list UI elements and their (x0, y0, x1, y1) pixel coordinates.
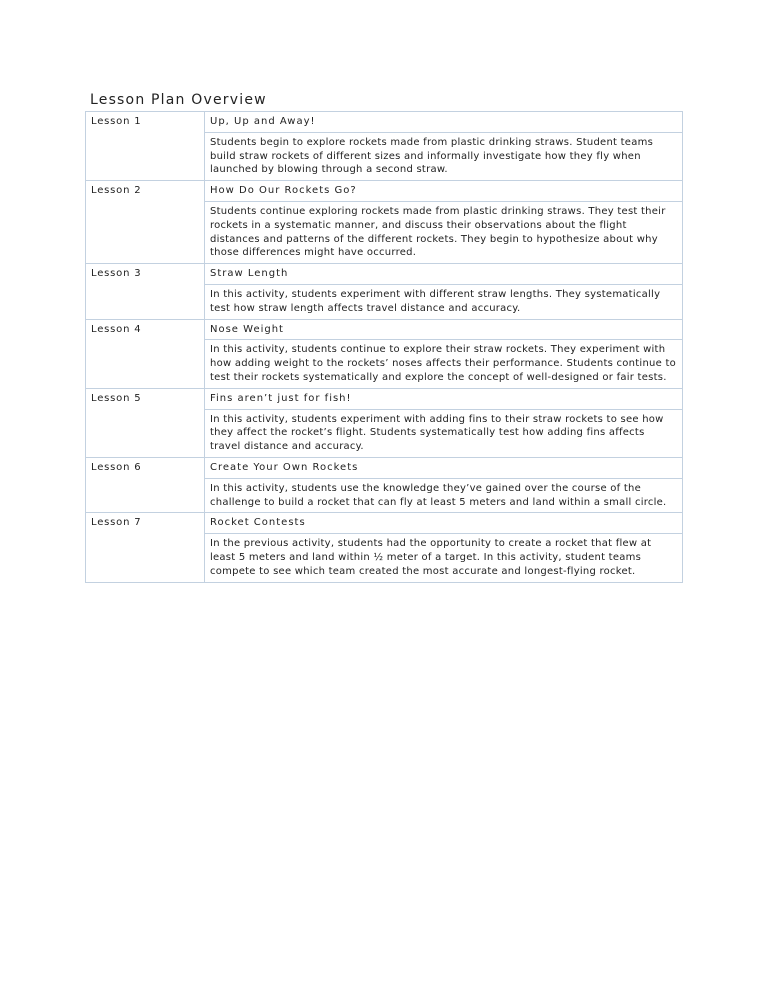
lesson-title-row (86, 388, 683, 409)
lesson-title: Up, Up and Away! (205, 112, 683, 133)
lesson-title: Straw Length (205, 264, 683, 285)
lesson-description: In this activity, students use the knowledge they’ve gained over the course of the challenge to build a rocket that can fly at least 5 meters and land within a small circle. (205, 478, 683, 513)
lesson-title: How Do Our Rockets Go? (205, 181, 683, 202)
lesson-number: Lesson 5 (86, 388, 205, 457)
lesson-description: Students continue exploring rockets made from plastic drinking straws. They test their rockets in a systematic manner, and discuss their observations about the flight distances and patterns of the different rockets. They begin to hypothesize about why those differences might have occurred. (205, 201, 683, 263)
lesson-title-row (86, 112, 683, 133)
lesson-title: Nose Weight (205, 319, 683, 340)
lesson-number: Lesson 6 (86, 457, 205, 512)
lesson-description: Students begin to explore rockets made from plastic drinking straws. Student teams build straw rockets of different sizes and informally investigate how they fly when launched by blowing through a second straw. (205, 132, 683, 180)
lesson-description: In this activity, students continue to explore their straw rockets. They experiment with how adding weight to the rockets’ noses affects their performance. Students continue to test their rockets systematically and explore the concept of well-designed or fair tests. (205, 340, 683, 388)
lesson-title-row (86, 319, 683, 340)
page-title: Lesson Plan Overview (90, 92, 267, 108)
lesson-title: Fins aren’t just for fish! (205, 388, 683, 409)
lesson-number: Lesson 7 (86, 513, 205, 582)
lesson-plan-table-body (86, 112, 683, 583)
lesson-title-row (86, 457, 683, 478)
lesson-number: Lesson 3 (86, 264, 205, 319)
lesson-number: Lesson 4 (86, 319, 205, 388)
lesson-title-row (86, 181, 683, 202)
lesson-description: In this activity, students experiment with different straw lengths. They systematically test how straw length affects travel distance and accuracy. (205, 284, 683, 319)
lesson-description: In the previous activity, students had the opportunity to create a rocket that flew at least 5 meters and land within ½ meter of a target. In this activity, student teams compete to see which team created the most accurate and longest-flying rocket. (205, 534, 683, 582)
lesson-title: Create Your Own Rockets (205, 457, 683, 478)
lesson-title-row (86, 264, 683, 285)
lesson-number: Lesson 1 (86, 112, 205, 181)
lesson-description: In this activity, students experiment with adding fins to their straw rockets to see how they affect the rocket’s flight. Students systematically test how adding fins affects travel distance and accuracy. (205, 409, 683, 457)
lesson-plan-table (85, 111, 683, 583)
lesson-number: Lesson 2 (86, 181, 205, 264)
lesson-title: Rocket Contests (205, 513, 683, 534)
lesson-title-row (86, 513, 683, 534)
